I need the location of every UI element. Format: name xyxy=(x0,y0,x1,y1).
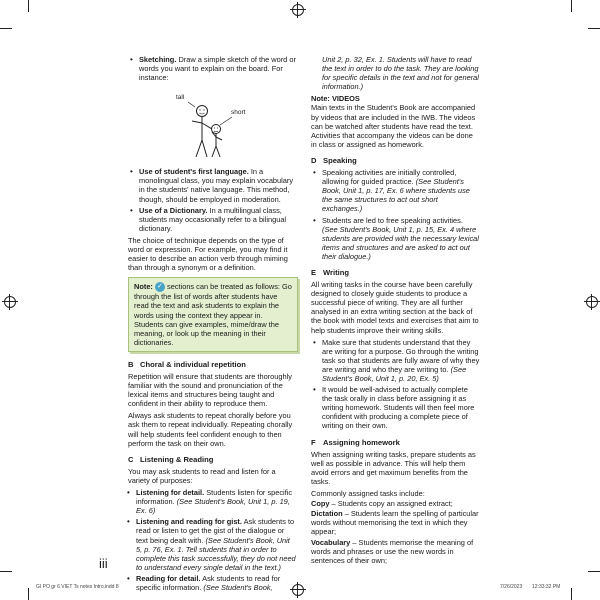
section-letter: C xyxy=(128,454,134,464)
section-b-heading xyxy=(128,360,298,369)
sketch-label-tall: tall xyxy=(176,94,185,102)
section-title: Choral & individual repetition xyxy=(140,359,246,369)
writing-item xyxy=(322,385,480,430)
item-ref: (See Student's Book, Unit 1, p. 15, Ex. 4 where students are provided with the necessary lexical items and structures and are asked to act out their dialogue.) xyxy=(322,224,479,261)
section-letter: F xyxy=(311,437,316,447)
task-text: – Students copy an assigned extract; xyxy=(331,499,453,509)
item-ref: (See Student's Book, Unit 5, p. 76, Ex. 1. Tell students that in order to complete this task successfully, they do not need to understand every single detail in the text.) xyxy=(136,535,296,572)
item-ref: (See Student's Book, Unit 1, p. 20, Ex. 5) xyxy=(322,364,467,383)
crop-mark xyxy=(28,0,29,12)
writing-item xyxy=(322,338,480,383)
registration-mark-left xyxy=(4,296,16,308)
note-prefix: Note: xyxy=(134,282,153,292)
crop-mark xyxy=(588,571,600,572)
section-title: Speaking xyxy=(323,155,357,165)
tick-icon: ✓ xyxy=(155,282,165,292)
bullet-title: Use of student's first language. xyxy=(139,167,249,177)
bullet-text: Draw a simple sketch of the word or words you want to explain on the board. For instance: xyxy=(139,55,296,83)
purpose-item xyxy=(136,574,298,592)
item-text: Make sure that students understand that they are writing for a purpose. Go through the writing task so that students are fully aware of why they are writing and who they are writing to. xyxy=(322,337,480,374)
section-c-intro: You may ask students to read and listen for a variety of purposes: xyxy=(128,466,276,485)
item-text: Speaking activities are initially controlled, allowing for guided practice. xyxy=(322,168,457,187)
item-title: Listening for detail. xyxy=(136,488,205,498)
section-f-para: When assigning writing tasks, prepare students as well as possible in advance. This will help them avoid errors and get maximum benefits from the tasks. xyxy=(311,449,476,486)
task-term: Vocabulary xyxy=(311,537,351,547)
task-text: – Students learn the spelling of particular words without memorising the text in which they appear; xyxy=(311,509,479,537)
sketching-bullet xyxy=(139,55,298,82)
crop-mark xyxy=(588,28,600,29)
videos-note-title: Note: VIDEOS xyxy=(311,94,360,104)
section-title: Writing xyxy=(323,267,350,277)
slug-date: 7/26/2023 xyxy=(500,584,523,590)
item-title: Listening and reading for gist. xyxy=(136,517,242,527)
speaking-item xyxy=(322,168,480,213)
stick-figures-drawing xyxy=(128,85,298,163)
speaking-list xyxy=(311,168,480,261)
bullet-text: In a monolingual class, you may explain vocabulary in the students' native language. This method, though, should be employed in moderation. xyxy=(139,167,294,204)
section-letter: D xyxy=(311,155,317,165)
item-ref: (See Student's Book, Unit 1, p. 19, Ex. 6) xyxy=(136,497,290,516)
videos-note xyxy=(311,94,480,149)
task-dictation xyxy=(311,509,480,536)
crop-mark xyxy=(0,28,12,29)
registration-mark-top xyxy=(292,4,304,16)
item-ref: (See Student's Book, xyxy=(203,582,273,592)
item-text: It would be well-advised to actually complete the task orally in class before assigning it as writing homework. Students will then feel more confident with producing a complete piece of writing on their own. xyxy=(322,385,475,431)
section-d-heading xyxy=(311,156,480,165)
section-b-para1: Repetition will ensure that students are thoroughly familiar with the sound and pronunciation of the lexical items and structures being taught and confident in their ability to reproduce them. xyxy=(128,372,292,409)
videos-note-text: Main texts in the Student's Book are accompanied by videos that are included in the IWB. The videos can be watched after students have read the text. Activities that accompany the videos can be done in class or assigned as homework. xyxy=(311,103,476,149)
left-column xyxy=(128,55,298,595)
task-term: Copy xyxy=(311,499,330,509)
continuation-text: Unit 2, p. 32, Ex. 1. Students will have to read the text in order to do the task. They are looking for specific details in the text and not for general information.) xyxy=(322,55,479,92)
item-text: Students listen for specific information. xyxy=(136,488,293,507)
crop-mark xyxy=(571,0,572,12)
item-ref: (See Student's Book, Unit 1, p. 17, Ex. 6 where students use the same structures to act out short exchanges.) xyxy=(322,177,470,214)
section-title: Assigning homework xyxy=(323,437,400,447)
choice-paragraph: The choice of technique depends on the type of word or expression. For example, you may find it easier to describe an action verb through miming than through a synonym or a definition. xyxy=(128,235,288,273)
section-c-heading xyxy=(128,455,298,464)
section-title: Listening & Reading xyxy=(140,454,214,464)
task-term: Dictation xyxy=(311,509,343,519)
purpose-item xyxy=(136,488,298,515)
section-e-para: All writing tasks in the course have been carefully designed to closely guide students to produce a successful piece of writing. They are all further analysed in an extra writing section at the back of the book with model texts and exercises that aim to help students improve their writing skills. xyxy=(311,280,479,335)
bullet-title: Use of a Dictionary. xyxy=(139,205,208,215)
crop-mark xyxy=(28,588,29,600)
purpose-list xyxy=(128,488,298,592)
item-text: Ask students to read or listen to get the gist of the dialogue or text being dealt with. xyxy=(136,517,295,545)
section-f-heading xyxy=(311,438,480,447)
writing-list xyxy=(311,338,480,431)
tall-short-sketch xyxy=(128,85,298,163)
crop-mark xyxy=(571,588,572,600)
bullet-title: Sketching. xyxy=(139,55,177,64)
task-vocabulary xyxy=(311,538,480,565)
task-copy xyxy=(311,499,480,508)
dictionary-bullet xyxy=(139,206,298,233)
crop-mark xyxy=(0,571,12,572)
slug-time: 12:33:32 PM xyxy=(532,584,561,590)
section-letter: E xyxy=(311,267,317,277)
item-text: Ask students to read for specific information. xyxy=(136,573,281,592)
item-text: Students are led to free speaking activities. xyxy=(322,215,463,225)
item-title: Reading for detail. xyxy=(136,573,201,583)
section-e-heading xyxy=(311,268,480,277)
section-f-common-intro: Commonly assigned tasks include: xyxy=(311,489,425,499)
sketch-label-short: short xyxy=(231,109,246,117)
section-letter: B xyxy=(128,359,134,369)
registration-mark-right xyxy=(586,296,598,308)
technique-list xyxy=(128,167,298,233)
section-b-para2: Always ask students to repeat chorally before you ask them to repeat individually. Repeating chorally will help students feel confident enough to then perform the task on their own. xyxy=(128,411,293,448)
note-text: sections can be treated as follows: Go through the list of words after students have read the text and ask students to explain the words using the context they appear in. Students can give examples, mime/draw the meaning, or look up the meaning in their dictionaries. xyxy=(134,282,292,347)
first-language-bullet xyxy=(139,167,298,203)
note-box xyxy=(128,277,298,352)
right-column xyxy=(311,55,480,568)
page-number: iii xyxy=(99,556,108,571)
purpose-item xyxy=(136,517,298,572)
speaking-item xyxy=(322,216,480,261)
bullet-text: In a multilingual class, students may occasionally refer to a bilingual dictionary. xyxy=(139,205,287,233)
task-text: – Students memorise the meaning of words and phrases or use the new words in sentences of their own; xyxy=(311,537,474,565)
sketching-list xyxy=(128,55,298,82)
slug-filename: GI PO gr 6 VIET Ts notes Intro.indd 8 xyxy=(36,584,119,590)
